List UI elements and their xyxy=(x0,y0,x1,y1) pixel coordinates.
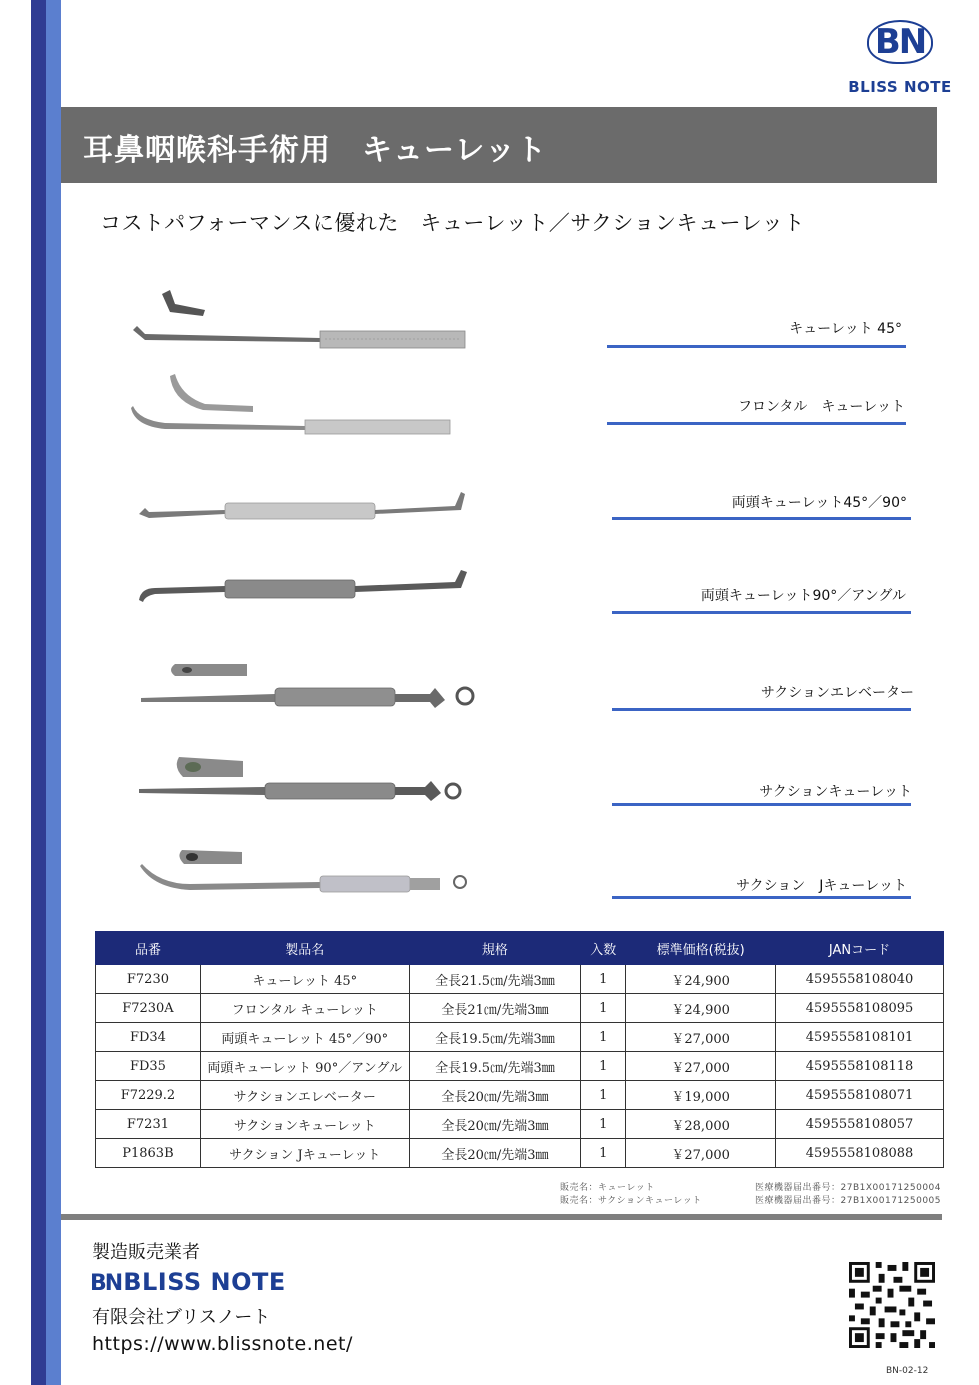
document-code: BN-02-12 xyxy=(886,1366,929,1376)
header-spec: 規格 xyxy=(409,932,581,965)
sales-name-1: 販売名：キューレット xyxy=(560,1183,655,1193)
cell-jan-code: 4595558108057 xyxy=(776,1110,944,1139)
brand-logo xyxy=(845,20,955,96)
cell-jan-code: 4595558108101 xyxy=(776,1023,944,1052)
page-title: 耳鼻咽喉科手術用 キューレット xyxy=(83,133,548,168)
cell-spec: 全長20㎝/先端3㎜ xyxy=(409,1139,581,1168)
maker-logo xyxy=(90,1268,286,1296)
product-label-5: サクションエレベーター xyxy=(760,685,914,701)
cell-jan-code: 4595558108071 xyxy=(776,1081,944,1110)
table-row xyxy=(96,1081,944,1110)
cell-item-code: P1863B xyxy=(96,1139,201,1168)
header-item-code: 品番 xyxy=(96,932,201,965)
cell-jan-code: 4595558108118 xyxy=(776,1052,944,1081)
product-image-suction-j-curette xyxy=(140,848,470,900)
brand-mark: BN xyxy=(867,20,933,64)
registration-number-2: 医療機器届出番号：27B1X00171250005 xyxy=(755,1196,942,1206)
product-label-3: 両頭キューレット45°／90° xyxy=(731,495,907,511)
cell-quantity: 1 xyxy=(581,994,626,1023)
product-image-double-curette-45-90 xyxy=(135,488,475,528)
table-row xyxy=(96,1139,944,1168)
product-image-frontal-curette xyxy=(125,368,460,440)
product-label-2: フロンタル キューレット xyxy=(737,399,905,415)
cell-spec: 全長19.5㎝/先端3㎜ xyxy=(409,1023,581,1052)
product-label-1: キューレット 45° xyxy=(789,321,902,337)
table-row xyxy=(96,1023,944,1052)
page-subtitle: コストパフォーマンスに優れた キューレット／サクションキューレット xyxy=(100,211,805,235)
table-header-row xyxy=(96,932,944,965)
table-row xyxy=(96,965,944,994)
cell-item-code: F7231 xyxy=(96,1110,201,1139)
cell-product-name: サクションエレベーター xyxy=(200,1081,409,1110)
side-bar-dark xyxy=(31,0,46,1385)
cell-price: ￥27,000 xyxy=(626,1023,776,1052)
qr-code[interactable] xyxy=(849,1262,935,1348)
company-name: 有限会社ブリスノート xyxy=(92,1307,271,1328)
cell-spec: 全長20㎝/先端3㎜ xyxy=(409,1081,581,1110)
title-band xyxy=(61,107,937,183)
product-line-1 xyxy=(607,345,906,348)
cell-product-name: フロンタル キューレット xyxy=(200,994,409,1023)
cell-price: ￥24,900 xyxy=(626,965,776,994)
header-jan-code: JANコード xyxy=(776,932,944,965)
cell-spec: 全長21㎝/先端3㎜ xyxy=(409,994,581,1023)
brand-name: BLISS NOTE xyxy=(848,78,952,96)
footer-divider xyxy=(61,1214,942,1220)
cell-product-name: キューレット 45° xyxy=(200,965,409,994)
cell-spec: 全長20㎝/先端3㎜ xyxy=(409,1110,581,1139)
product-label-4: 両頭キューレット90°／アングル xyxy=(700,588,906,604)
product-line-6 xyxy=(612,803,911,806)
product-image-suction-elevator xyxy=(135,660,480,722)
table-row xyxy=(96,994,944,1023)
product-label-6: サクションキューレット xyxy=(759,784,912,800)
spec-table xyxy=(95,931,944,1168)
cell-spec: 全長21.5㎝/先端3㎜ xyxy=(409,965,581,994)
cell-item-code: F7230A xyxy=(96,994,201,1023)
side-bar-light xyxy=(46,0,61,1385)
registration-number-1: 医療機器届出番号：27B1X00171250004 xyxy=(755,1183,942,1193)
cell-jan-code: 4595558108088 xyxy=(776,1139,944,1168)
maker-logo-name: BLISS NOTE xyxy=(123,1268,286,1296)
product-line-5 xyxy=(612,708,911,711)
product-image-double-curette-90-angle xyxy=(135,566,475,606)
header-price: 標準価格(税抜) xyxy=(626,932,776,965)
product-line-7 xyxy=(612,896,911,899)
cell-price: ￥28,000 xyxy=(626,1110,776,1139)
cell-spec: 全長19.5㎝/先端3㎜ xyxy=(409,1052,581,1081)
cell-price: ￥24,900 xyxy=(626,994,776,1023)
cell-quantity: 1 xyxy=(581,1110,626,1139)
cell-jan-code: 4595558108040 xyxy=(776,965,944,994)
cell-quantity: 1 xyxy=(581,1139,626,1168)
product-line-4 xyxy=(612,611,911,614)
cell-price: ￥27,000 xyxy=(626,1139,776,1168)
cell-jan-code: 4595558108095 xyxy=(776,994,944,1023)
cell-item-code: F7230 xyxy=(96,965,201,994)
cell-quantity: 1 xyxy=(581,1023,626,1052)
cell-quantity: 1 xyxy=(581,1081,626,1110)
maker-label: 製造販売業者 xyxy=(92,1242,200,1263)
cell-item-code: FD35 xyxy=(96,1052,201,1081)
cell-price: ￥27,000 xyxy=(626,1052,776,1081)
cell-price: ￥19,000 xyxy=(626,1081,776,1110)
product-image-curette-45 xyxy=(125,282,475,354)
header-product-name: 製品名 xyxy=(200,932,409,965)
product-label-7: サクション Jキューレット xyxy=(736,878,907,894)
maker-logo-mark: BN xyxy=(90,1271,122,1296)
product-line-3 xyxy=(612,517,911,520)
website-url[interactable]: https://www.blissnote.net/ xyxy=(92,1333,353,1355)
cell-item-code: F7229.2 xyxy=(96,1081,201,1110)
product-image-suction-curette xyxy=(135,755,470,810)
cell-quantity: 1 xyxy=(581,1052,626,1081)
cell-quantity: 1 xyxy=(581,965,626,994)
cell-product-name: 両頭キューレット 45°／90° xyxy=(200,1023,409,1052)
cell-product-name: 両頭キューレット 90°／アングル xyxy=(200,1052,409,1081)
cell-product-name: サクションキューレット xyxy=(200,1110,409,1139)
cell-product-name: サクション Jキューレット xyxy=(200,1139,409,1168)
product-line-2 xyxy=(607,422,906,425)
header-quantity: 入数 xyxy=(581,932,626,965)
table-row xyxy=(96,1110,944,1139)
sales-name-2: 販売名：サクションキューレット xyxy=(560,1196,702,1206)
cell-item-code: FD34 xyxy=(96,1023,201,1052)
table-row xyxy=(96,1052,944,1081)
